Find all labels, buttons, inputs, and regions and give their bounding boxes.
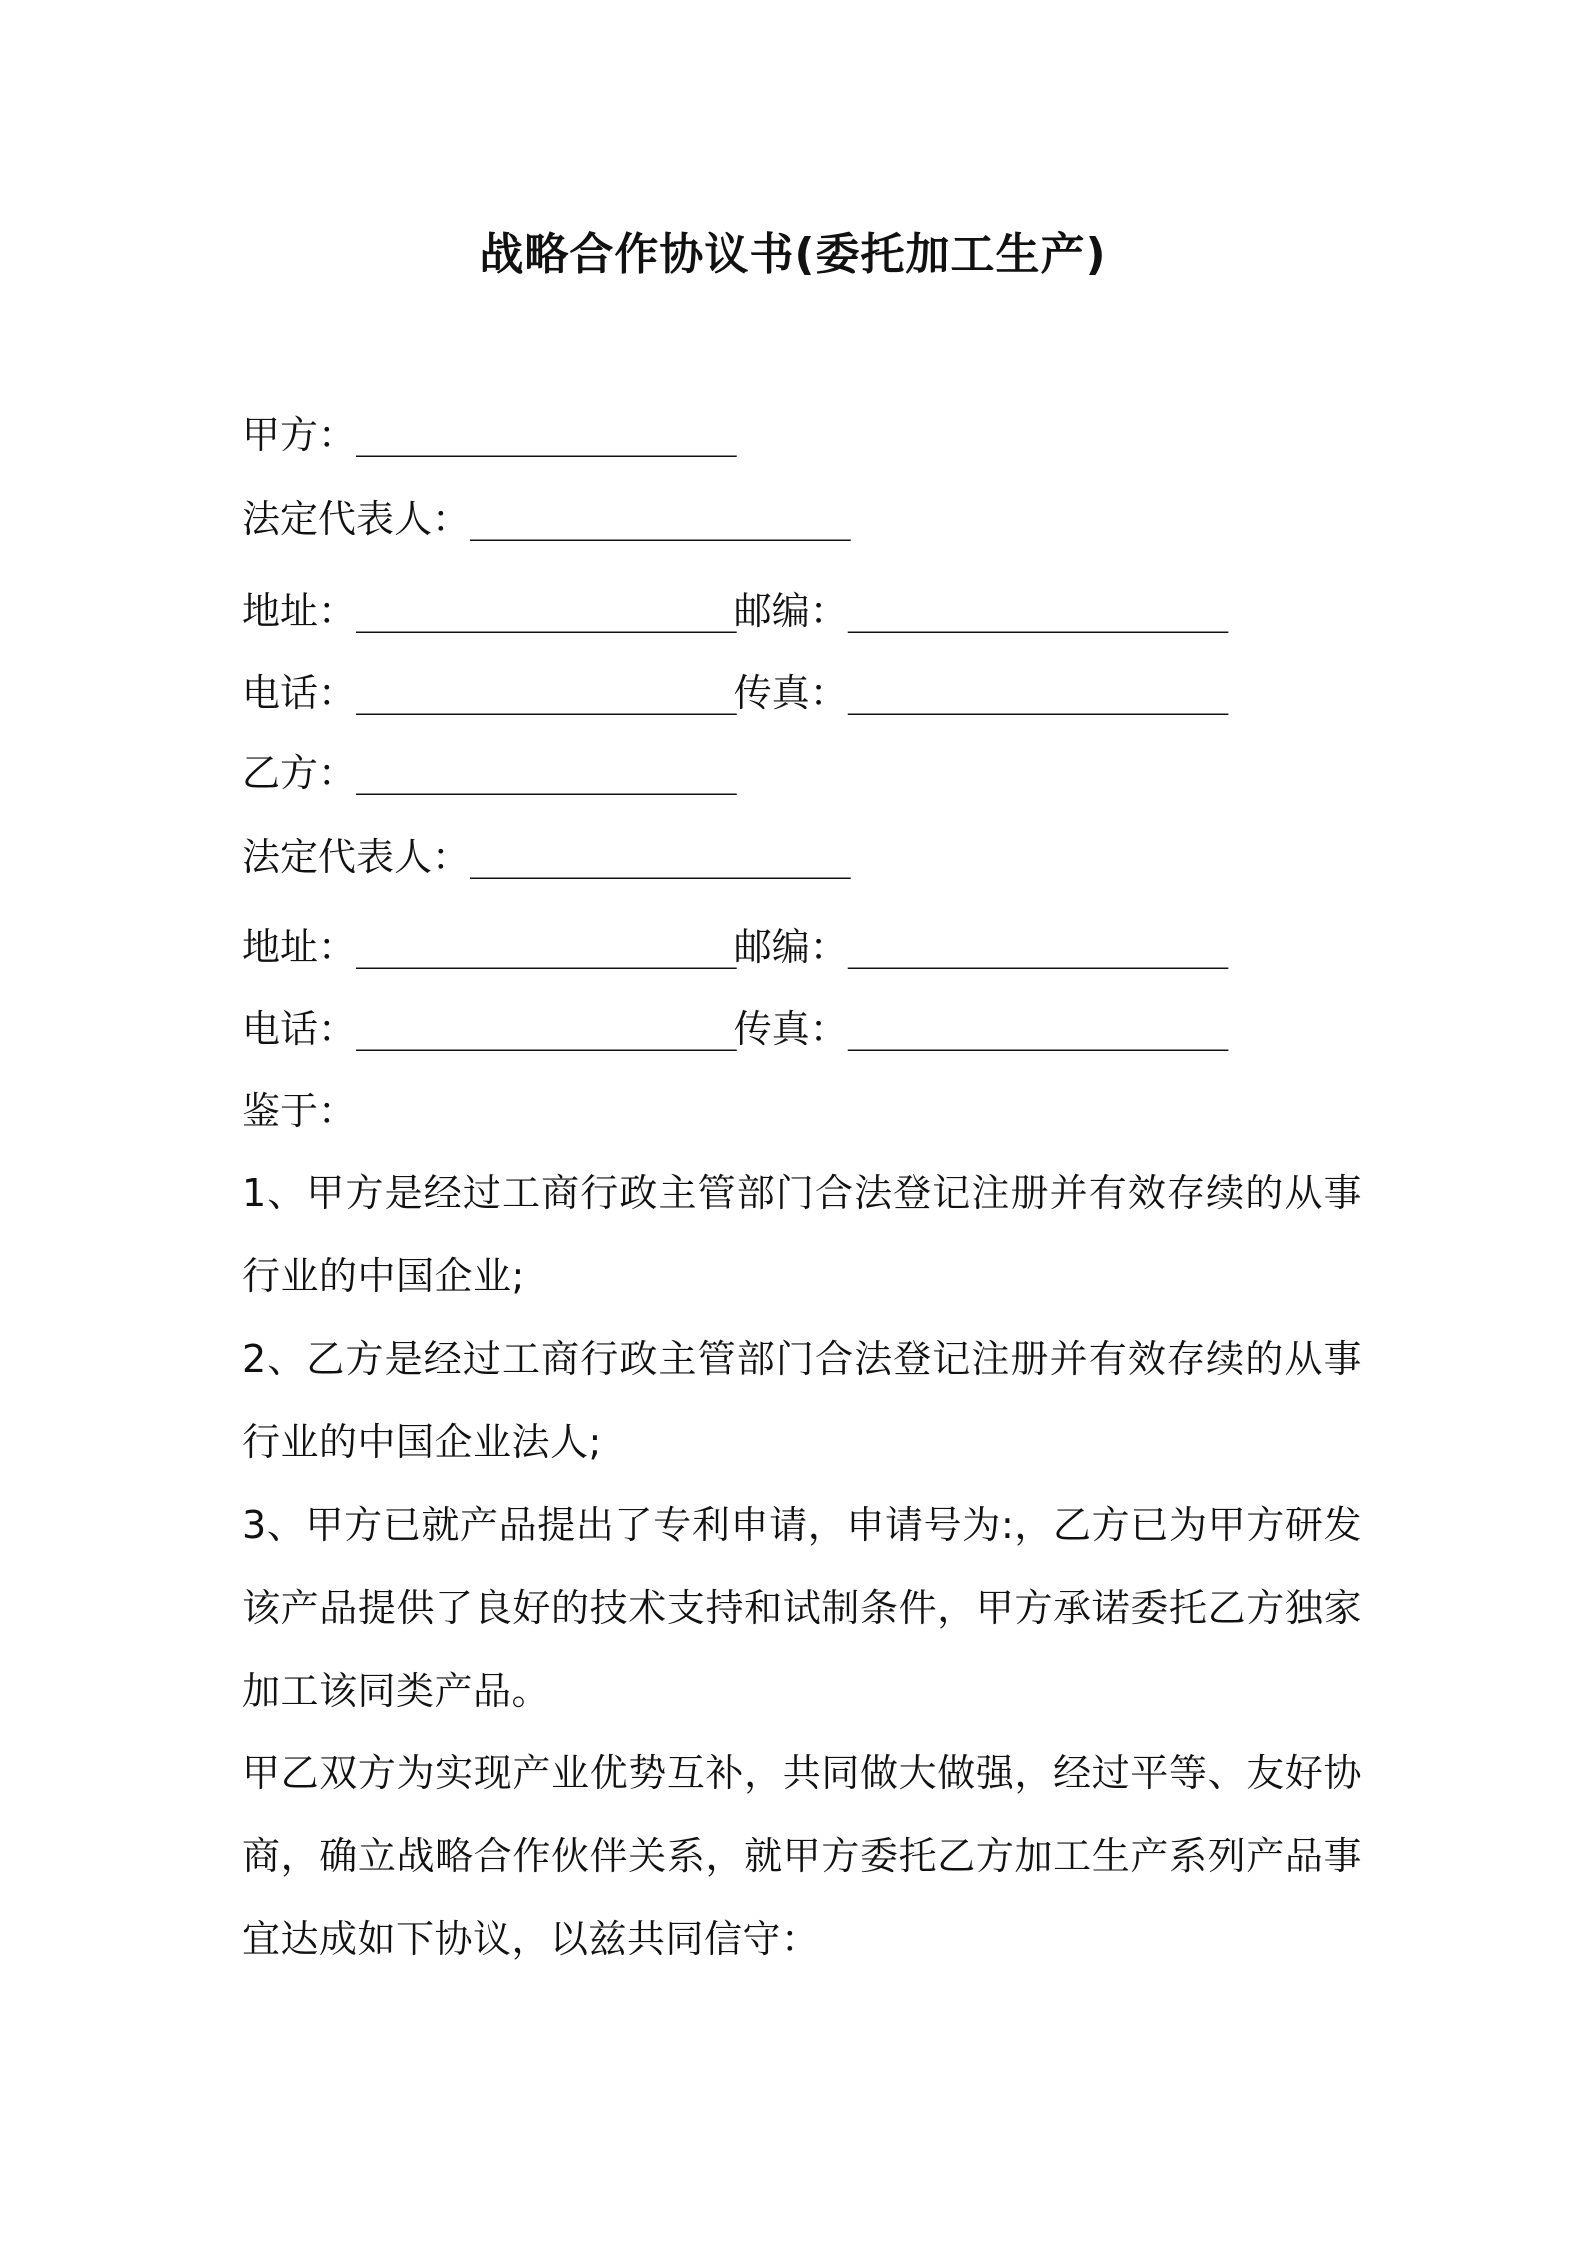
party-a-phone-line: [242, 668, 1225, 718]
party-a-address-blank[interactable]: ___________________: [356, 589, 734, 633]
party-b-address-line: [242, 922, 1225, 972]
party-a-phone-label: 电话：: [242, 671, 357, 715]
party-b-phone-label: 电话：: [242, 1007, 357, 1051]
party-a-blank[interactable]: ___________________: [356, 413, 734, 457]
party-a-address-line: [242, 586, 1225, 636]
party-b-phone-blank[interactable]: ___________________: [356, 1007, 734, 1051]
party-b-fax-label: 传真：: [733, 1007, 848, 1051]
party-b-rep-blank[interactable]: ___________________: [470, 835, 848, 879]
party-a-fax-label: 传真：: [733, 671, 848, 715]
party-b-zip-blank[interactable]: ___________________: [847, 925, 1226, 969]
clause-2: 2、乙方是经过工商行政主管部门合法登记注册并有效存续的从事行业的中国企业法人;: [242, 1337, 1362, 1464]
party-b-rep-label: 法定代表人：: [242, 835, 471, 879]
party-b-fax-blank[interactable]: ___________________: [847, 1007, 1226, 1051]
party-b-line: [242, 748, 734, 798]
party-a-phone-blank[interactable]: ___________________: [356, 671, 734, 715]
party-a-rep-blank[interactable]: ___________________: [470, 497, 848, 541]
party-a-zip-blank[interactable]: ___________________: [847, 589, 1226, 633]
party-a-rep-line: [242, 494, 848, 544]
party-a-rep-label: 法定代表人：: [242, 497, 471, 541]
document-title: 战略合作协议书(委托加工生产): [479, 229, 1107, 280]
party-b-blank[interactable]: ___________________: [356, 751, 734, 795]
party-a-fax-blank[interactable]: ___________________: [847, 671, 1226, 715]
party-a-zip-label: 邮编：: [733, 589, 848, 633]
clause-1: 1、甲方是经过工商行政主管部门合法登记注册并有效存续的从事行业的中国企业;: [242, 1171, 1362, 1298]
party-a-address-label: 地址：: [242, 589, 357, 633]
party-a-line: [242, 410, 734, 460]
clause-3: 3、甲方已就产品提出了专利申请，申请号为:，乙方已为甲方研发该产品提供了良好的技术支持和试制条件，甲方承诺委托乙方独家加工该同类产品。: [242, 1503, 1362, 1713]
closing-paragraph: 甲乙双方为实现产业优势互补，共同做大做强，经过平等、友好协商，确立战略合作伙伴关系，就甲方委托乙方加工生产系列产品事宜达成如下协议，以兹共同信守：: [242, 1751, 1362, 1961]
whereas-heading: 鉴于：: [242, 1089, 357, 1133]
party-a-label: 甲方：: [242, 413, 357, 457]
party-b-rep-line: [242, 832, 848, 882]
party-b-phone-line: [242, 1004, 1225, 1054]
party-b-label: 乙方：: [242, 751, 357, 795]
party-b-address-label: 地址：: [242, 925, 357, 969]
party-b-zip-label: 邮编：: [733, 925, 848, 969]
party-b-address-blank[interactable]: ___________________: [356, 925, 734, 969]
